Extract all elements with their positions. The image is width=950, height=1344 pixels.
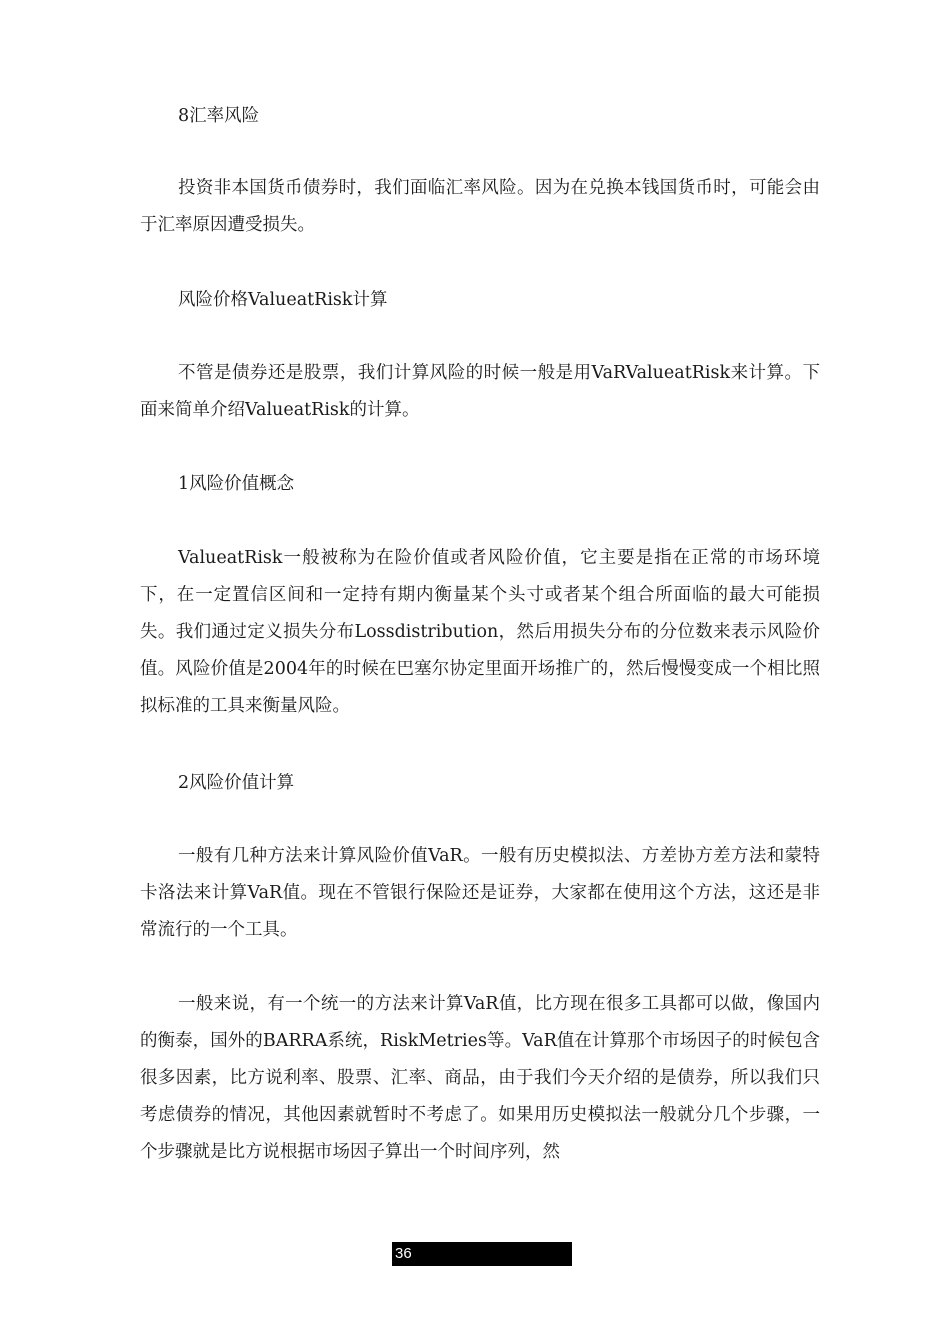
paragraph-var-concept: ValueatRisk一般被称为在险价值或者风险价值，它主要是指在正常的市场环境下，在一定置信区间和一定持有期内衡量某个头寸或者某个组合所面临的最大可能损失。我们通过定义损失分布Lossdistribution，然后用损失分布的分位数来表示风险价值。风险价值是2004年的时候在巴塞尔协定里面开场推广的，然后慢慢变成一个相比照拟标准的工具来衡量风险。 [140,548,820,716]
paragraph-var-tools: 一般来说，有一个统一的方法来计算VaR值，比方现在很多工具都可以做，像国内的衡泰，国外的BARRA系统，RiskMetries等。VaR值在计算那个市场因子的时候包含很多因素，比方说利率、股票、汇率、商品，由于我们今天介绍的是债券，所以我们只考虑债券的情况，其他因素就暂时不考虑了。如果用历史模拟法一般就分几个步骤，一个步骤就是比方说根据市场因子算出一个时间序列，然 [140,994,820,1162]
section-heading-var-concept: 1风险价值概念 [178,474,295,494]
section-heading-exchange-rate-risk: 8汇率风险 [178,106,260,126]
section-heading-var-calculation: 2风险价值计算 [178,773,295,793]
section-heading-value-at-risk: 风险价格ValueatRisk计算 [178,290,388,310]
page-number: 36 [392,1242,572,1266]
paragraph-exchange-rate-risk: 投资非本国货币债券时，我们面临汇率风险。因为在兑换本钱国货币时，可能会由于汇率原因遭受损失。 [140,178,820,235]
paragraph-var-intro: 不管是债券还是股票，我们计算风险的时候一般是用VaRValueatRisk来计算。下面来简单介绍ValueatRisk的计算。 [140,363,820,420]
paragraph-var-methods: 一般有几种方法来计算风险价值VaR。一般有历史模拟法、方差协方差方法和蒙特卡洛法来计算VaR值。现在不管银行保险还是证券，大家都在使用这个方法，这还是非常流行的一个工具。 [140,846,820,940]
